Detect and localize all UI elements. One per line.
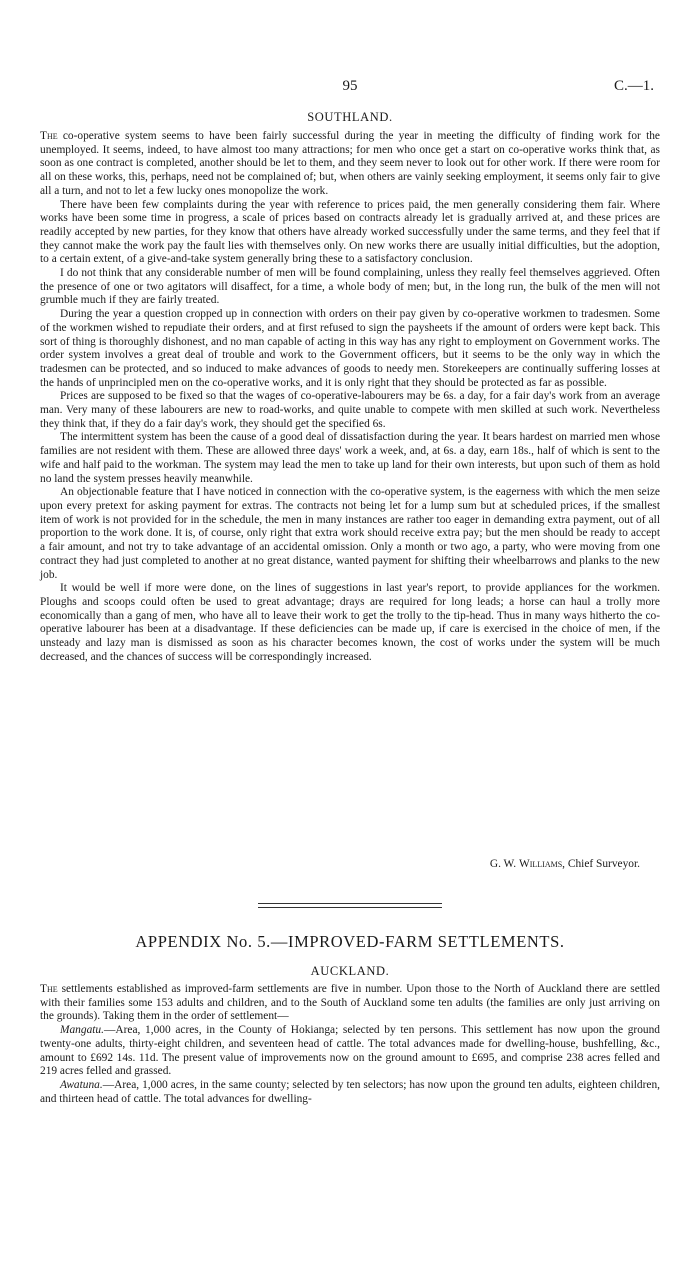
auckland-body — [40, 983, 660, 1106]
paragraph-text: settlements established as improved-farm settlements are five in number. Upon those to the North of Auckland there are settled with their families some 153 adults and children, and to the South of Auckland some ten adults (the families are only just arriving on the grounds). Taking them in the order of settlement— — [40, 983, 660, 1023]
lead-word: The — [40, 983, 58, 995]
signature — [490, 858, 640, 870]
settlement-entry — [40, 1024, 660, 1079]
settlement-text: —Area, 1,000 acres, in the same county; selected by ten selectors; has now upon the ground ten adults, eighteen children, and thirteen head of cattle. The total advances for dwelling- — [40, 1078, 660, 1105]
signature-initials: G. W. — [489, 858, 519, 870]
section-divider-rule — [258, 903, 442, 904]
signature-name: Williams — [518, 858, 563, 870]
section-divider-rule — [258, 907, 442, 908]
section-title-auckland: AUCKLAND. — [310, 964, 390, 978]
paragraph — [40, 130, 660, 199]
paragraph: There have been few complaints during the year with reference to prices paid, the men generally considering them fair. Where works have been some time in progress, a scale of prices based on contracts already let is gradually arrived at, and these prices are readily accepted by new parties, for they know that others have already worked successfully under the same terms, and they feel that if they cannot make the work pay the fault lies with themselves only. On new works there are usually initial difficulties, but the adoption, to a certain extent, of a give-and-take system generally bring these to a satisfactory conclusion. — [40, 198, 660, 266]
paragraph: An objectionable feature that I have noticed in connection with the co-operative system, is the eagerness with which the men seize upon every pretext for asking payment for extras. The contracts not being let for a lump sum but at scheduled prices, if the smallest item of work is not provided for in the schedule, the men in many instances are rather too eager in demanding extra payment, out of all proportion to the work done. It is, of course, only right that extra work should receive extra pay; but the men should be ready to accept a fair amount, and not try to take advantage of an accidental omission. Only a month or two ago, a party, who were moving from one contract they had just completed to another at no great distance, wanted payment for shifting their wheelbarrows and planks to the new job. — [40, 486, 660, 581]
paragraph-text: co-operative system seems to have been fairly successful during the year in meeting the difficulty of finding work for the unemployed. It seems, indeed, to have almost too many attractions; for men who once get a start on co-operative works think that, as soon as one contract is completed, another should be let to them, and they seem never to look out for other work. If there were room for all on these works, this, perhaps, need not be complained of; but, when others are vainly seeking employment, it seems only fair to give all a turn, and not to let a few lucky ones monopolize the work. — [40, 130, 660, 197]
page-number: 95 — [342, 78, 358, 94]
paragraph: I do not think that any considerable number of men will be found complaining, unless they really feel themselves aggrieved. Often the presence of one or two agitators will disaffect, for a time, a whole body of men; but, in the long run, the bulk of the men will not grumble much if they are fairly treated. — [40, 267, 660, 307]
paragraph: During the year a question cropped up in connection with orders on their pay given by co-operative workmen to tradesmen. Some of the workmen wished to repudiate their orders, and at first refused to sign the paysheets if the amount of orders were kept back. This sort of thing is thoroughly dishonest, and no man capable of acting in this way has any right to employment on Government works. The order system involves a great deal of trouble and work to the Government officers, but it seems to be the only way in which the tradesmen can be protected, and so induced to make advances of goods to needy men. Storekeepers are continually suffering losses at the hands of unprincipled men on the co-operative works, and it is only right that they should be protected as far as possible. — [40, 308, 660, 389]
paragraph: The intermittent system has been the cause of a good deal of dissatisfaction during the year. It bears hardest on married men whose families are not resident with them. These are allowed three days' work a week, and, at 6s. a day, earn 18s., half of which is sent to the wife and half paid to the workman. The system may lead the men to take up land for their own interests, but upon such of them as hold no land the system presses heavily meanwhile. — [40, 431, 660, 485]
settlement-entry — [40, 1079, 660, 1106]
page-header — [0, 78, 700, 98]
signature-title: , Chief Surveyor. — [562, 858, 640, 870]
lead-word: The — [40, 130, 58, 142]
southland-body — [40, 130, 660, 664]
settlement-text: —Area, 1,000 acres, in the County of Hokianga; selected by ten persons. This settlement has now upon the ground twenty-one adults, thirty-eight children, and seventeen head of cattle. The total advances made for dwelling-house, bushfelling, &c., amount to £692 14s. 11d. The present value of improvements now on the ground amount to £695, and comprise 238 acres felled and 219 acres felled and grassed. — [40, 1024, 660, 1078]
settlement-name: Awatuna. — [60, 1078, 103, 1091]
paragraph: Prices are supposed to be fixed so that the wages of co-operative-labourers may be 6s. a day, for a fair day's work from an average man. Very many of these labourers are new to road-works, and quite unable to compete with men skilled at such work. Nevertheless they think that, if they do a fair day's work, they should get the specified 6s. — [40, 390, 660, 430]
paragraph: It would be well if more were done, on the lines of suggestions in last year's report, to provide appliances for the workmen. Ploughs and scoops could often be used to great advantage; drays are required for long leads; a horse can haul a trolly more economically than a gang of men, who have all to leave their work to get the trolly to the tip-head. Thus in many ways hitherto the co-operative labourer has been at a disadvantage. If these deficiencies can be made up, if care is exercised in the choice of men, if the unsteady and lazy man is dismissed as soon as his character becomes known, the cost of works under the system will be much decreased, and the chances of success will be correspondingly increased. — [40, 582, 660, 663]
section-title-southland: SOUTHLAND. — [307, 110, 393, 124]
document-reference: C.—1. — [613, 78, 654, 94]
settlement-name: Mangatu. — [60, 1024, 104, 1037]
appendix-title: APPENDIX No. 5.—IMPROVED-FARM SETTLEMENTS. — [135, 932, 565, 951]
paragraph — [40, 983, 660, 1024]
